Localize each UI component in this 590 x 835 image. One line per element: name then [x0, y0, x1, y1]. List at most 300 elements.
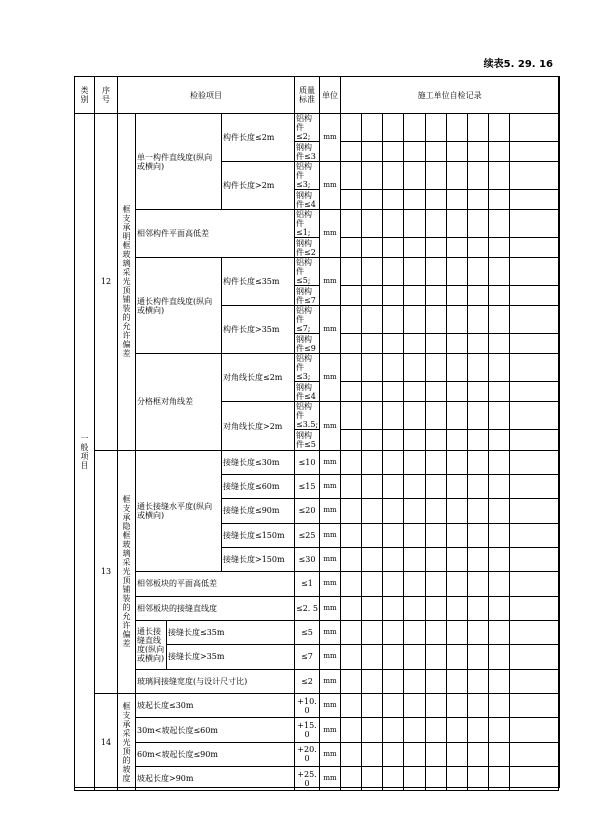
unit-cell: mm [320, 402, 341, 450]
table-row [75, 596, 559, 620]
header-self-inspection-record: 施工单位自检记录 [341, 77, 559, 114]
record-cell[interactable] [383, 114, 404, 142]
record-cell[interactable] [488, 620, 509, 644]
record-cell[interactable] [488, 430, 509, 450]
record-cell[interactable] [362, 114, 383, 142]
record-cell[interactable] [488, 306, 509, 334]
record-cell[interactable] [362, 523, 383, 547]
record-cell[interactable] [341, 718, 362, 742]
record-cell[interactable] [467, 306, 488, 334]
record-cell[interactable] [509, 114, 558, 142]
record-cell[interactable] [425, 114, 446, 142]
record-cell[interactable] [488, 162, 509, 190]
record-cell[interactable] [509, 596, 558, 620]
record-cell[interactable] [488, 354, 509, 382]
record-cell[interactable] [425, 450, 446, 474]
serial-14: 14 [95, 693, 118, 790]
standard-value: ≤7 [295, 645, 320, 669]
record-cell[interactable] [404, 210, 425, 238]
record-cell[interactable] [467, 238, 488, 258]
record-cell[interactable] [362, 354, 383, 382]
record-cell[interactable] [404, 523, 425, 547]
record-cell[interactable] [362, 162, 383, 190]
record-cell[interactable] [341, 334, 362, 354]
record-cell[interactable] [362, 499, 383, 523]
table-row [75, 718, 559, 742]
record-cell[interactable] [425, 474, 446, 498]
standard-value: ≤25 [295, 523, 320, 547]
record-cell[interactable] [362, 742, 383, 766]
record-cell[interactable] [362, 693, 383, 717]
record-cell[interactable] [362, 430, 383, 450]
record-cell[interactable] [467, 620, 488, 644]
record-cell[interactable] [383, 474, 404, 498]
record-cell[interactable] [341, 142, 362, 162]
record-cell[interactable] [383, 210, 404, 238]
record-cell[interactable] [509, 210, 558, 238]
record-cell[interactable] [383, 190, 404, 210]
record-cell[interactable] [362, 402, 383, 430]
serial-13: 13 [95, 450, 118, 693]
record-cell[interactable] [488, 499, 509, 523]
record-cell[interactable] [383, 499, 404, 523]
record-cell[interactable] [446, 596, 467, 620]
record-cell[interactable] [425, 210, 446, 238]
record-cell[interactable] [383, 354, 404, 382]
inspection-table [74, 76, 559, 791]
record-cell[interactable] [467, 258, 488, 286]
record-cell[interactable] [341, 450, 362, 474]
record-cell[interactable] [488, 450, 509, 474]
record-cell[interactable] [488, 334, 509, 354]
record-cell[interactable] [341, 286, 362, 306]
standard-value: +15. 0 [295, 718, 320, 742]
unit-cell: mm [320, 523, 341, 547]
record-cell[interactable] [425, 693, 446, 717]
record-cell[interactable] [446, 523, 467, 547]
record-cell[interactable] [383, 402, 404, 430]
record-cell[interactable] [446, 669, 467, 693]
record-cell[interactable] [362, 669, 383, 693]
record-cell[interactable] [341, 238, 362, 258]
record-cell[interactable] [383, 382, 404, 402]
record-cell[interactable] [488, 382, 509, 402]
record-cell[interactable] [341, 162, 362, 190]
record-cell[interactable] [467, 162, 488, 190]
record-cell[interactable] [509, 572, 558, 596]
record-cell[interactable] [383, 572, 404, 596]
record-cell[interactable] [509, 645, 558, 669]
record-cell[interactable] [341, 572, 362, 596]
record-cell[interactable] [425, 402, 446, 430]
record-cell[interactable] [341, 210, 362, 238]
standard-value: +25. 0 [295, 767, 320, 791]
record-cell[interactable] [383, 238, 404, 258]
record-cell[interactable] [362, 286, 383, 306]
record-cell[interactable] [383, 767, 404, 791]
record-cell[interactable] [425, 286, 446, 306]
record-cell[interactable] [362, 767, 383, 791]
record-cell[interactable] [467, 334, 488, 354]
record-cell[interactable] [425, 190, 446, 210]
record-cell[interactable] [509, 450, 558, 474]
record-cell[interactable] [446, 572, 467, 596]
item14-r3: 60m<坡起长度≤90m [136, 742, 295, 766]
record-cell[interactable] [404, 258, 425, 286]
record-cell[interactable] [488, 142, 509, 162]
item13-g1: 通长接缝水平度(纵向或横向) [136, 450, 222, 572]
record-cell[interactable] [341, 354, 362, 382]
record-cell[interactable] [509, 190, 558, 210]
record-cell[interactable] [488, 523, 509, 547]
record-cell[interactable] [509, 306, 558, 334]
record-cell[interactable] [383, 742, 404, 766]
record-cell[interactable] [362, 382, 383, 402]
item13-r1: 接缝长度≤30m [222, 450, 295, 474]
record-cell[interactable] [425, 162, 446, 190]
record-cell[interactable] [341, 382, 362, 402]
record-cell[interactable] [446, 190, 467, 210]
record-cell[interactable] [446, 210, 467, 238]
record-cell[interactable] [467, 354, 488, 382]
unit-cell: mm [320, 306, 341, 354]
record-cell[interactable] [467, 450, 488, 474]
record-cell[interactable] [341, 547, 362, 571]
record-cell[interactable] [341, 402, 362, 430]
header-unit: 单位 [320, 77, 341, 114]
record-cell[interactable] [404, 382, 425, 402]
record-cell[interactable] [446, 142, 467, 162]
record-cell[interactable] [383, 334, 404, 354]
record-cell[interactable] [446, 499, 467, 523]
record-cell[interactable] [404, 142, 425, 162]
record-cell[interactable] [341, 430, 362, 450]
record-cell[interactable] [404, 402, 425, 430]
standard-value: 钢构件≤7 [295, 286, 320, 306]
record-cell[interactable] [341, 499, 362, 523]
record-cell[interactable] [488, 572, 509, 596]
record-cell[interactable] [425, 142, 446, 162]
record-cell[interactable] [362, 142, 383, 162]
record-cell[interactable] [404, 620, 425, 644]
record-cell[interactable] [383, 142, 404, 162]
record-cell[interactable] [509, 258, 558, 286]
record-cell[interactable] [509, 142, 558, 162]
record-cell[interactable] [467, 596, 488, 620]
record-cell[interactable] [467, 210, 488, 238]
record-cell[interactable] [404, 238, 425, 258]
record-cell[interactable] [425, 258, 446, 286]
record-cell[interactable] [488, 645, 509, 669]
record-cell[interactable] [425, 718, 446, 742]
record-cell[interactable] [467, 547, 488, 571]
record-cell[interactable] [488, 474, 509, 498]
record-cell[interactable] [446, 306, 467, 334]
table-row [75, 354, 559, 382]
record-cell[interactable] [425, 547, 446, 571]
item13-title [118, 450, 136, 693]
record-cell[interactable] [341, 669, 362, 693]
record-cell[interactable] [509, 238, 558, 258]
record-cell[interactable] [467, 190, 488, 210]
record-cell[interactable] [404, 162, 425, 190]
record-cell[interactable] [509, 286, 558, 306]
record-cell[interactable] [404, 718, 425, 742]
record-cell[interactable] [509, 402, 558, 430]
item14-r4: 坡起长度>90m [136, 767, 295, 791]
unit-cell: mm [320, 718, 341, 742]
record-cell[interactable] [404, 596, 425, 620]
record-cell[interactable] [467, 523, 488, 547]
record-cell[interactable] [362, 474, 383, 498]
record-cell[interactable] [404, 334, 425, 354]
record-cell[interactable] [488, 238, 509, 258]
record-cell[interactable] [509, 620, 558, 644]
item13-r5: 接缝长度>150m [222, 547, 295, 571]
record-cell[interactable] [488, 693, 509, 717]
unit-cell: mm [320, 596, 341, 620]
record-cell[interactable] [446, 547, 467, 571]
record-cell[interactable] [446, 718, 467, 742]
record-cell[interactable] [509, 382, 558, 402]
record-cell[interactable] [425, 645, 446, 669]
record-cell[interactable] [446, 258, 467, 286]
record-cell[interactable] [488, 402, 509, 430]
record-cell[interactable] [341, 114, 362, 142]
category-label: 一般项目 [80, 434, 89, 471]
record-cell[interactable] [404, 190, 425, 210]
record-cell[interactable] [383, 645, 404, 669]
record-cell[interactable] [425, 523, 446, 547]
record-cell[interactable] [425, 572, 446, 596]
record-cell[interactable] [509, 718, 558, 742]
unit-cell: mm [320, 669, 341, 693]
record-cell[interactable] [404, 114, 425, 142]
record-cell[interactable] [425, 669, 446, 693]
record-cell[interactable] [383, 523, 404, 547]
record-cell[interactable] [341, 645, 362, 669]
record-cell[interactable] [488, 286, 509, 306]
item14-title [118, 693, 136, 790]
record-cell[interactable] [467, 669, 488, 693]
standard-value: 钢构件≤4 [295, 190, 320, 210]
record-cell[interactable] [446, 742, 467, 766]
record-cell[interactable] [509, 669, 558, 693]
record-cell[interactable] [341, 596, 362, 620]
record-cell[interactable] [488, 258, 509, 286]
record-cell[interactable] [383, 162, 404, 190]
record-cell[interactable] [488, 742, 509, 766]
record-cell[interactable] [383, 718, 404, 742]
record-cell[interactable] [362, 450, 383, 474]
record-cell[interactable] [383, 669, 404, 693]
record-cell[interactable] [383, 306, 404, 334]
record-cell[interactable] [425, 382, 446, 402]
record-cell[interactable] [404, 474, 425, 498]
record-cell[interactable] [383, 450, 404, 474]
record-cell[interactable] [362, 620, 383, 644]
table-row [75, 742, 559, 766]
record-cell[interactable] [509, 547, 558, 571]
record-cell[interactable] [404, 547, 425, 571]
record-cell[interactable] [362, 258, 383, 286]
item14-r2: 30m<坡起长度≤60m [136, 718, 295, 742]
record-cell[interactable] [425, 620, 446, 644]
record-cell[interactable] [383, 620, 404, 644]
record-cell[interactable] [446, 767, 467, 791]
record-cell[interactable] [446, 450, 467, 474]
record-cell[interactable] [362, 572, 383, 596]
standard-value: ≤30 [295, 547, 320, 571]
record-cell[interactable] [362, 334, 383, 354]
record-cell[interactable] [341, 190, 362, 210]
record-cell[interactable] [404, 286, 425, 306]
record-cell[interactable] [341, 767, 362, 791]
record-cell[interactable] [467, 382, 488, 402]
record-cell[interactable] [404, 645, 425, 669]
record-cell[interactable] [446, 238, 467, 258]
record-cell[interactable] [362, 547, 383, 571]
record-cell[interactable] [509, 499, 558, 523]
record-cell[interactable] [446, 645, 467, 669]
item13-r7: 相邻板块的接缝直线度 [136, 596, 295, 620]
record-cell[interactable] [509, 523, 558, 547]
record-cell[interactable] [488, 210, 509, 238]
record-cell[interactable] [425, 596, 446, 620]
table-row [75, 258, 559, 286]
item12-g3a: 构件长度≤35m [222, 258, 295, 306]
record-cell[interactable] [362, 645, 383, 669]
item12-title-text: 框支承明框玻璃采光顶铺装的允许偏差 [122, 205, 131, 359]
record-cell[interactable] [509, 742, 558, 766]
record-cell[interactable] [425, 499, 446, 523]
item12-g3b: 构件长度>35m [222, 306, 295, 354]
record-cell[interactable] [509, 767, 558, 791]
record-cell[interactable] [467, 114, 488, 142]
record-cell[interactable] [383, 547, 404, 571]
record-cell[interactable] [341, 742, 362, 766]
record-cell[interactable] [446, 693, 467, 717]
record-cell[interactable] [467, 572, 488, 596]
record-cell[interactable] [404, 669, 425, 693]
item13-r9: 接缝长度>35m [167, 645, 295, 669]
record-cell[interactable] [446, 430, 467, 450]
record-cell[interactable] [425, 306, 446, 334]
record-cell[interactable] [404, 499, 425, 523]
record-cell[interactable] [404, 693, 425, 717]
record-cell[interactable] [446, 334, 467, 354]
record-cell[interactable] [362, 306, 383, 334]
record-cell[interactable] [404, 354, 425, 382]
record-cell[interactable] [383, 596, 404, 620]
record-cell[interactable] [467, 499, 488, 523]
record-cell[interactable] [341, 693, 362, 717]
record-cell[interactable] [509, 693, 558, 717]
record-cell[interactable] [467, 402, 488, 430]
record-cell[interactable] [362, 596, 383, 620]
record-cell[interactable] [509, 354, 558, 382]
record-cell[interactable] [467, 767, 488, 791]
record-cell[interactable] [341, 474, 362, 498]
record-cell[interactable] [467, 142, 488, 162]
record-cell[interactable] [383, 258, 404, 286]
record-cell[interactable] [341, 620, 362, 644]
record-cell[interactable] [404, 306, 425, 334]
unit-cell: mm [320, 620, 341, 644]
record-cell[interactable] [488, 718, 509, 742]
record-cell[interactable] [509, 474, 558, 498]
standard-value: ≤15 [295, 474, 320, 498]
record-cell[interactable] [509, 162, 558, 190]
item13-title-text: 框支承隐框玻璃采光顶铺装的允许偏差 [122, 495, 131, 649]
record-cell[interactable] [467, 286, 488, 306]
record-cell[interactable] [341, 523, 362, 547]
record-cell[interactable] [404, 430, 425, 450]
record-cell[interactable] [488, 596, 509, 620]
record-cell[interactable] [425, 334, 446, 354]
record-cell[interactable] [383, 693, 404, 717]
record-cell[interactable] [383, 286, 404, 306]
item14-r1: 坡起长度≤30m [136, 693, 295, 717]
record-cell[interactable] [425, 742, 446, 766]
record-cell[interactable] [425, 430, 446, 450]
record-cell[interactable] [404, 450, 425, 474]
record-cell[interactable] [488, 547, 509, 571]
record-cell[interactable] [341, 306, 362, 334]
record-cell[interactable] [383, 430, 404, 450]
record-cell[interactable] [425, 354, 446, 382]
record-cell[interactable] [404, 572, 425, 596]
record-cell[interactable] [362, 718, 383, 742]
record-cell[interactable] [362, 210, 383, 238]
record-cell[interactable] [446, 286, 467, 306]
record-cell[interactable] [446, 382, 467, 402]
unit-cell: mm [320, 693, 341, 717]
record-cell[interactable] [488, 669, 509, 693]
record-cell[interactable] [404, 767, 425, 791]
record-cell[interactable] [341, 258, 362, 286]
record-cell[interactable] [446, 474, 467, 498]
item12-g1b: 构件长度>2m [222, 162, 295, 210]
record-cell[interactable] [467, 718, 488, 742]
record-cell[interactable] [446, 114, 467, 142]
record-cell[interactable] [446, 162, 467, 190]
record-cell[interactable] [446, 402, 467, 430]
standard-value: +20. 0 [295, 742, 320, 766]
record-cell[interactable] [488, 190, 509, 210]
record-cell[interactable] [509, 430, 558, 450]
record-cell[interactable] [467, 742, 488, 766]
record-cell[interactable] [425, 238, 446, 258]
record-cell[interactable] [425, 767, 446, 791]
record-cell[interactable] [509, 334, 558, 354]
record-cell[interactable] [467, 645, 488, 669]
record-cell[interactable] [404, 742, 425, 766]
record-cell[interactable] [446, 354, 467, 382]
record-cell[interactable] [488, 767, 509, 791]
record-cell[interactable] [362, 190, 383, 210]
record-cell[interactable] [362, 238, 383, 258]
standard-value: 铝构件≤3; [295, 354, 320, 382]
unit-cell: mm [320, 742, 341, 766]
record-cell[interactable] [488, 114, 509, 142]
record-cell[interactable] [467, 474, 488, 498]
record-cell[interactable] [446, 620, 467, 644]
table-continuation-title: 续表5. 29. 16 [483, 59, 553, 70]
record-cell[interactable] [467, 430, 488, 450]
record-cell[interactable] [467, 693, 488, 717]
serial-12: 12 [95, 114, 118, 451]
